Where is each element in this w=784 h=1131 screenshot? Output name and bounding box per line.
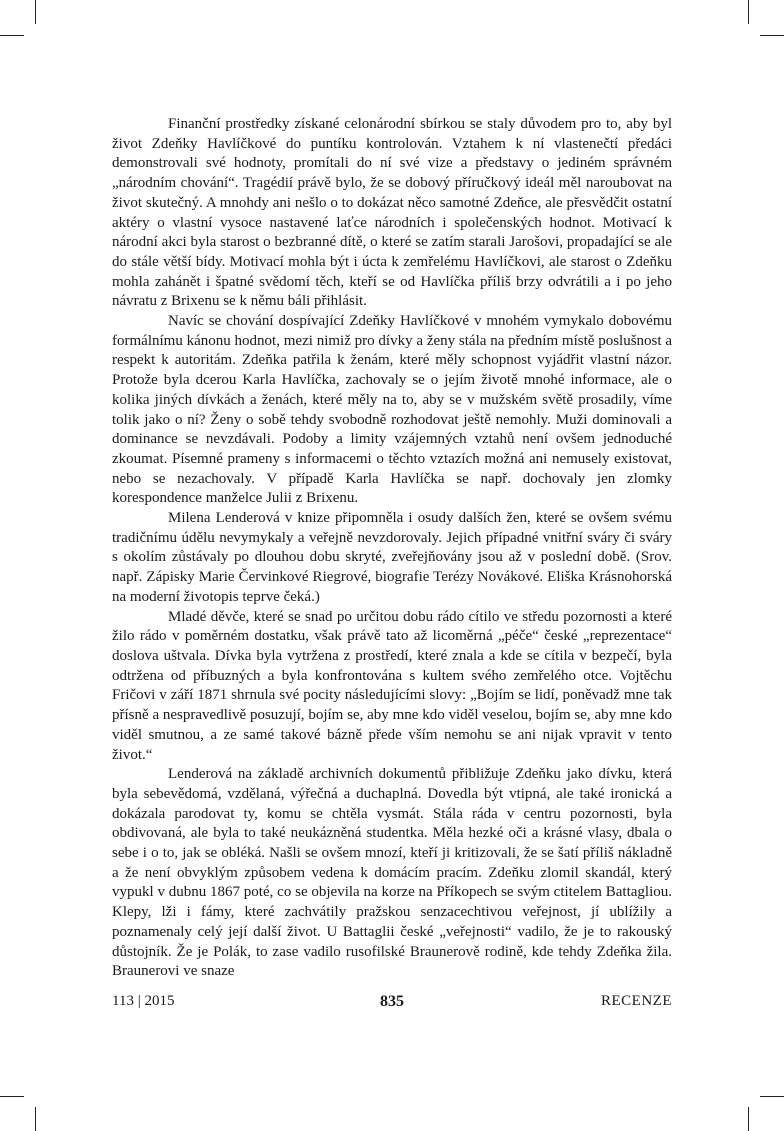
crop-mark-right-bottom bbox=[760, 1096, 784, 1097]
paragraph-1: Finanční prostředky získané celonárodní sbírkou se staly důvodem pro to, aby byl život Zdeňky Havlíčkové do puntíku kontrolován. Vztahem k ní vlastenečtí předáci demonstrovali své hodnoty, promítali do ní své vize a představy o jediném správném „národním chování“. Tragédií právě bylo, že se dobový příručkový ideál měl naroubovat na život skutečný. A mnohdy ani nešlo o to dokázat něco samotné Zdeňce, ale přesvědčit ostatní aktéry o vlastní vysoce nastavené laťce národních i společenských hodnot. Motivací k národní akci byla starost o bezbranné dítě, o které se zatím starali Jarošovi, propadající se ale do stále větší bídy. Motivací mohla být i úcta k zemřelému Havlíčkovi, ale starost o Zdeňku mohla zahánět i špatné svědomí těch, kteří se od Havlíčka příliš brzy odvrátili a i po jeho návratu z Brixenu se k němu báli přihlásit. bbox=[112, 116, 672, 310]
section-label: RECENZE bbox=[601, 993, 672, 1009]
crop-mark-bottom-right bbox=[748, 1107, 749, 1131]
paragraph-4: Mladé děvče, které se snad po určitou dobu rádo cítilo ve středu pozornosti a které žilo rádo v poměrném dostatku, však právě tato až licoměrná „péče“ české „reprezentace“ doslova uštvala. Dívka byla vytržena z prostředí, které znala a kde se cítila v bezpečí, byla odtržena od příbuzných a byla konfrontována s kultem svého zemřelého otce. Vojtěchu Fričovi v září 1871 shrnula své pocity následujícími slovy: „Bojím se lidí, poněvadž mne tak přísně a nespravedlivě posuzují, bojím se, aby mne kdo viděl veselou, bojím se, aby mne kdo viděl smutnou, a ze samé takové bázně přede vším nemohu se ani nijak vpravit v tento život.“ bbox=[112, 608, 672, 763]
page-number: 835 bbox=[380, 993, 404, 1010]
crop-mark-bottom-left bbox=[35, 1107, 36, 1131]
issue-label: 113 | 2015 bbox=[112, 993, 175, 1009]
crop-mark-left-bottom bbox=[0, 1096, 24, 1097]
crop-mark-top-right bbox=[748, 0, 749, 24]
paragraph-2: Navíc se chování dospívající Zdeňky Havlíčkové v mnohém vymykalo dobovému formálnímu kánonu hodnot, mezi nimiž pro dívky a ženy stála na předním místě poslušnost a respekt k autoritám. Zdeňka patřila k ženám, které měly schopnost vyjádřit vlastní názor. Protože byla dcerou Karla Havlíčka, zachovaly se o jejím životě mnohé informace, ale o kolika jiných dívkách a ženách, které měly na to, aby se v mužském světě prosadily, víme tolik jako o ní? Ženy o sobě tehdy svobodně rozhodovat ještě nemohly. Muži dominovali a dominance se nevzdávali. Podoby a limity vzájemných vztahů není ovšem jednoduché zkoumat. Písemné prameny s informacemi o těchto vztazích možná ani nemusely existovat, nebo se nezachovaly. V případě Karla Havlíčka se např. dochovaly jen zlomky korespondence manželce Julii z Brixenu. bbox=[112, 313, 672, 507]
crop-mark-top-left bbox=[35, 0, 36, 24]
paragraph-5: Lenderová na základě archivních dokumentů přibližuje Zdeňku jako dívku, která byla sebevědomá, vzdělaná, výřečná a duchaplná. Dovedla být vtipná, ale také ironická a dokázala parodovat ty, komu se chtěla vysmát. Stála ráda v centru pozornosti, byla obdivovaná, ale byla to také neukázněná studentka. Měla hezké oči a krásné vlasy, dbala o sebe i o to, jak se obléká. Našli se ovšem mnozí, kteří ji kritizovali, že se šatí příliš nákladně a že není obvyklým způsobem vedena k domácím pracím. Zdeňku zlomil skandál, který vypukl v dubnu 1867 poté, co se objevila na korze na Příkopech se svým ctitelem Battagliou. Klepy, lži i fámy, které zachvátily pražskou senzacechtivou veřejnost, jí ublížily a poznamenaly celý její další život. U Battaglii české „veřejnosti“ vadilo, že je to rakouský důstojník. Že je Polák, to zase vadilo rusofilské Braunerově rodině, kde tehdy Zdeňka žila. Braunerovi ve snaze bbox=[112, 766, 672, 980]
article-body bbox=[112, 115, 672, 982]
crop-mark-left-top bbox=[0, 35, 24, 36]
crop-mark-right-top bbox=[760, 35, 784, 36]
paragraph-3: Milena Lenderová v knize připomněla i osudy dalších žen, které se ovšem svému tradičnímu údělu nevymykaly a veřejně nevzdorovaly. Jejich případné vnitřní sváry či sváry s okolím zůstávaly po dlouhou dobu skryté, zveřejňovány jsou až v poslední době. (Srov. např. Zápisky Marie Červinkové Riegrové, biografie Terézy Novákové. Eliška Krásnohorská na moderní životopis teprve čeká.) bbox=[112, 510, 672, 605]
